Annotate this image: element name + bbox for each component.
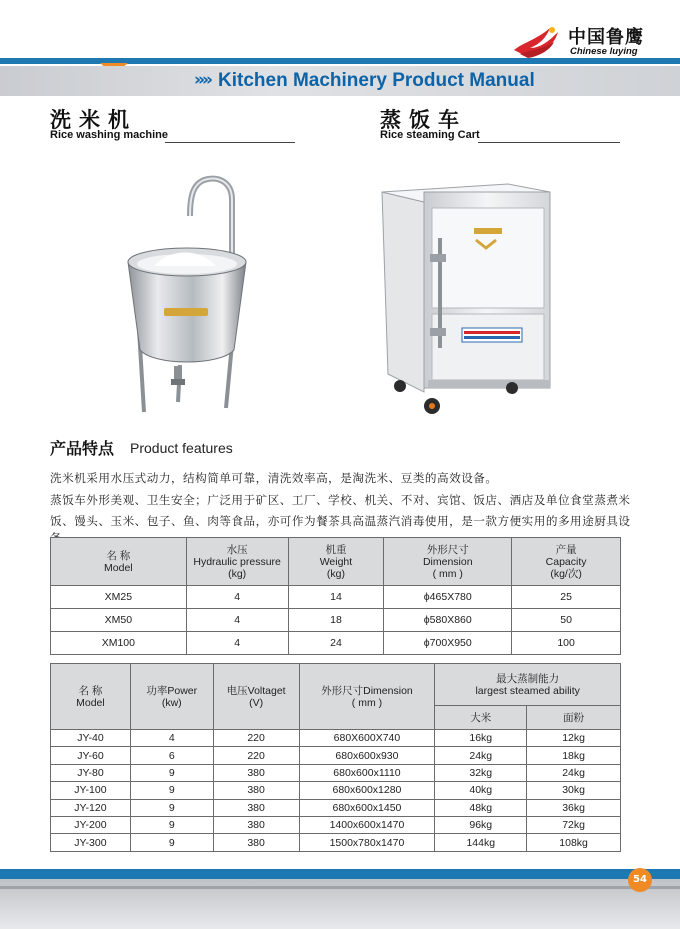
cell-power: 9 xyxy=(130,834,213,851)
cell-rice: 96kg xyxy=(435,816,527,833)
cell-power: 4 xyxy=(130,730,213,747)
chevrons-icon: »» xyxy=(194,70,210,90)
header-voltage: 电压Voltaget (V) xyxy=(213,664,299,730)
cell-model: JY-40 xyxy=(51,730,131,747)
cell-model: JY-100 xyxy=(51,782,131,799)
feature-line: 备。 xyxy=(50,531,75,545)
header-flour: 面粉 xyxy=(527,706,621,730)
cell-voltage: 220 xyxy=(213,730,299,747)
eagle-logo-icon xyxy=(510,20,566,60)
cell-dimension: ϕ700X950 xyxy=(384,632,512,655)
cell-dimension: 680x600x930 xyxy=(299,747,435,764)
cell-power: 9 xyxy=(130,816,213,833)
rice-washer-spec-table xyxy=(50,537,621,655)
table-row xyxy=(51,609,621,632)
cell-weight: 14 xyxy=(288,586,384,609)
footer-stripe xyxy=(0,886,680,889)
cell-voltage: 380 xyxy=(213,782,299,799)
cell-voltage: 380 xyxy=(213,799,299,816)
cell-power: 9 xyxy=(130,799,213,816)
cell-power: 9 xyxy=(130,764,213,781)
cell-model: XM25 xyxy=(51,586,187,609)
cell-model: XM50 xyxy=(51,609,187,632)
logo-chinese-name: 中国鲁鹰 xyxy=(568,27,644,48)
cell-model: JY-60 xyxy=(51,747,131,764)
feature-line: 洗米机采用水压式动力，结构简单可靠，清洗效率高，是淘洗米、豆类的高效设备。 xyxy=(50,471,498,485)
cell-weight: 24 xyxy=(288,632,384,655)
feature-line: 饭、馒头、玉米、包子、鱼、肉等食品，亦可作为餐茶具高温蒸汽消毒使用，是一款方便实用的多用途厨具设 xyxy=(50,514,631,528)
table-row xyxy=(51,782,621,799)
cell-dimension: ϕ465X780 xyxy=(384,586,512,609)
cell-dimension: 680X600X740 xyxy=(299,730,435,747)
cell-rice: 24kg xyxy=(435,747,527,764)
header-dimension: 外形尺寸Dimension ( mm ) xyxy=(299,664,435,730)
rice-steaming-cart-image xyxy=(378,178,558,418)
cell-voltage: 220 xyxy=(213,747,299,764)
cell-model: XM100 xyxy=(51,632,187,655)
divider xyxy=(165,142,295,143)
header-weight: 机重 Weight (kg) xyxy=(288,538,384,586)
cell-weight: 18 xyxy=(288,609,384,632)
header-rice: 大米 xyxy=(435,706,527,730)
cell-power: 6 xyxy=(130,747,213,764)
table-row xyxy=(51,816,621,833)
cell-rice: 144kg xyxy=(435,834,527,851)
cell-dimension: 680x600x1450 xyxy=(299,799,435,816)
cell-flour: 18kg xyxy=(527,747,621,764)
footer-blue-band xyxy=(0,869,680,879)
rice-washer-title-en: Rice washing machine xyxy=(50,129,168,141)
cell-capacity: 50 xyxy=(512,609,621,632)
rice-washing-machine-image xyxy=(120,170,260,420)
table-row xyxy=(51,764,621,781)
header-dimension: 外形尺寸 Dimension ( mm ) xyxy=(384,538,512,586)
cell-rice: 16kg xyxy=(435,730,527,747)
cell-dimension: 680x600x1110 xyxy=(299,764,435,781)
features-title-cn: 产品特点 xyxy=(50,439,115,458)
cell-flour: 72kg xyxy=(527,816,621,833)
cell-dimension: 1500x780x1470 xyxy=(299,834,435,851)
cell-model: JY-120 xyxy=(51,799,131,816)
table-row xyxy=(51,834,621,851)
features-title-en: Product features xyxy=(130,440,233,456)
cell-pressure: 4 xyxy=(186,632,288,655)
cell-dimension: ϕ580X860 xyxy=(384,609,512,632)
header-capacity: 产量 Capacity (kg/次) xyxy=(512,538,621,586)
cell-dimension: 1400x600x1470 xyxy=(299,816,435,833)
cell-voltage: 380 xyxy=(213,816,299,833)
steaming-cart-spec-table xyxy=(50,663,621,852)
cell-dimension: 680x600x1280 xyxy=(299,782,435,799)
feature-line: 蒸饭车外形美观、卫生安全；广泛用于矿区、工厂、学校、机关、不对、宾馆、饭店、酒店及单位食堂蒸煮米 xyxy=(50,493,631,507)
table-row xyxy=(51,730,621,747)
cell-voltage: 380 xyxy=(213,834,299,851)
header-power: 功率Power (kw) xyxy=(130,664,213,730)
cell-voltage: 380 xyxy=(213,764,299,781)
header-model: 名 称 Model xyxy=(51,538,187,586)
cell-rice: 48kg xyxy=(435,799,527,816)
table-header-row xyxy=(51,664,621,706)
cell-model: JY-300 xyxy=(51,834,131,851)
table-row xyxy=(51,632,621,655)
steam-cart-title-en: Rice steaming Cart xyxy=(380,129,480,141)
divider xyxy=(478,142,620,143)
cell-capacity: 100 xyxy=(512,632,621,655)
cell-flour: 24kg xyxy=(527,764,621,781)
cell-flour: 36kg xyxy=(527,799,621,816)
cell-power: 9 xyxy=(130,782,213,799)
header-capacity: 最大蒸制能力 largest steamed ability xyxy=(435,664,621,706)
cell-rice: 40kg xyxy=(435,782,527,799)
table-row xyxy=(51,586,621,609)
cell-capacity: 25 xyxy=(512,586,621,609)
cell-pressure: 4 xyxy=(186,609,288,632)
table-row xyxy=(51,747,621,764)
logo-english-name: Chinese luying xyxy=(570,46,638,57)
table-row xyxy=(51,799,621,816)
header-pressure: 水压 Hydraulic pressure (kg) xyxy=(186,538,288,586)
cell-flour: 30kg xyxy=(527,782,621,799)
rice-washer-title-cn: 洗米机 xyxy=(50,108,137,132)
page-title: Kitchen Machinery Product Manual xyxy=(218,70,535,91)
table-header-row xyxy=(51,538,621,586)
header-model: 名 称 Model xyxy=(51,664,131,730)
cell-model: JY-80 xyxy=(51,764,131,781)
page-number-badge: 54 xyxy=(628,868,652,892)
cell-flour: 108kg xyxy=(527,834,621,851)
cell-pressure: 4 xyxy=(186,586,288,609)
steam-cart-title-cn: 蒸饭车 xyxy=(380,108,467,132)
cell-model: JY-200 xyxy=(51,816,131,833)
cell-rice: 32kg xyxy=(435,764,527,781)
cell-flour: 12kg xyxy=(527,730,621,747)
